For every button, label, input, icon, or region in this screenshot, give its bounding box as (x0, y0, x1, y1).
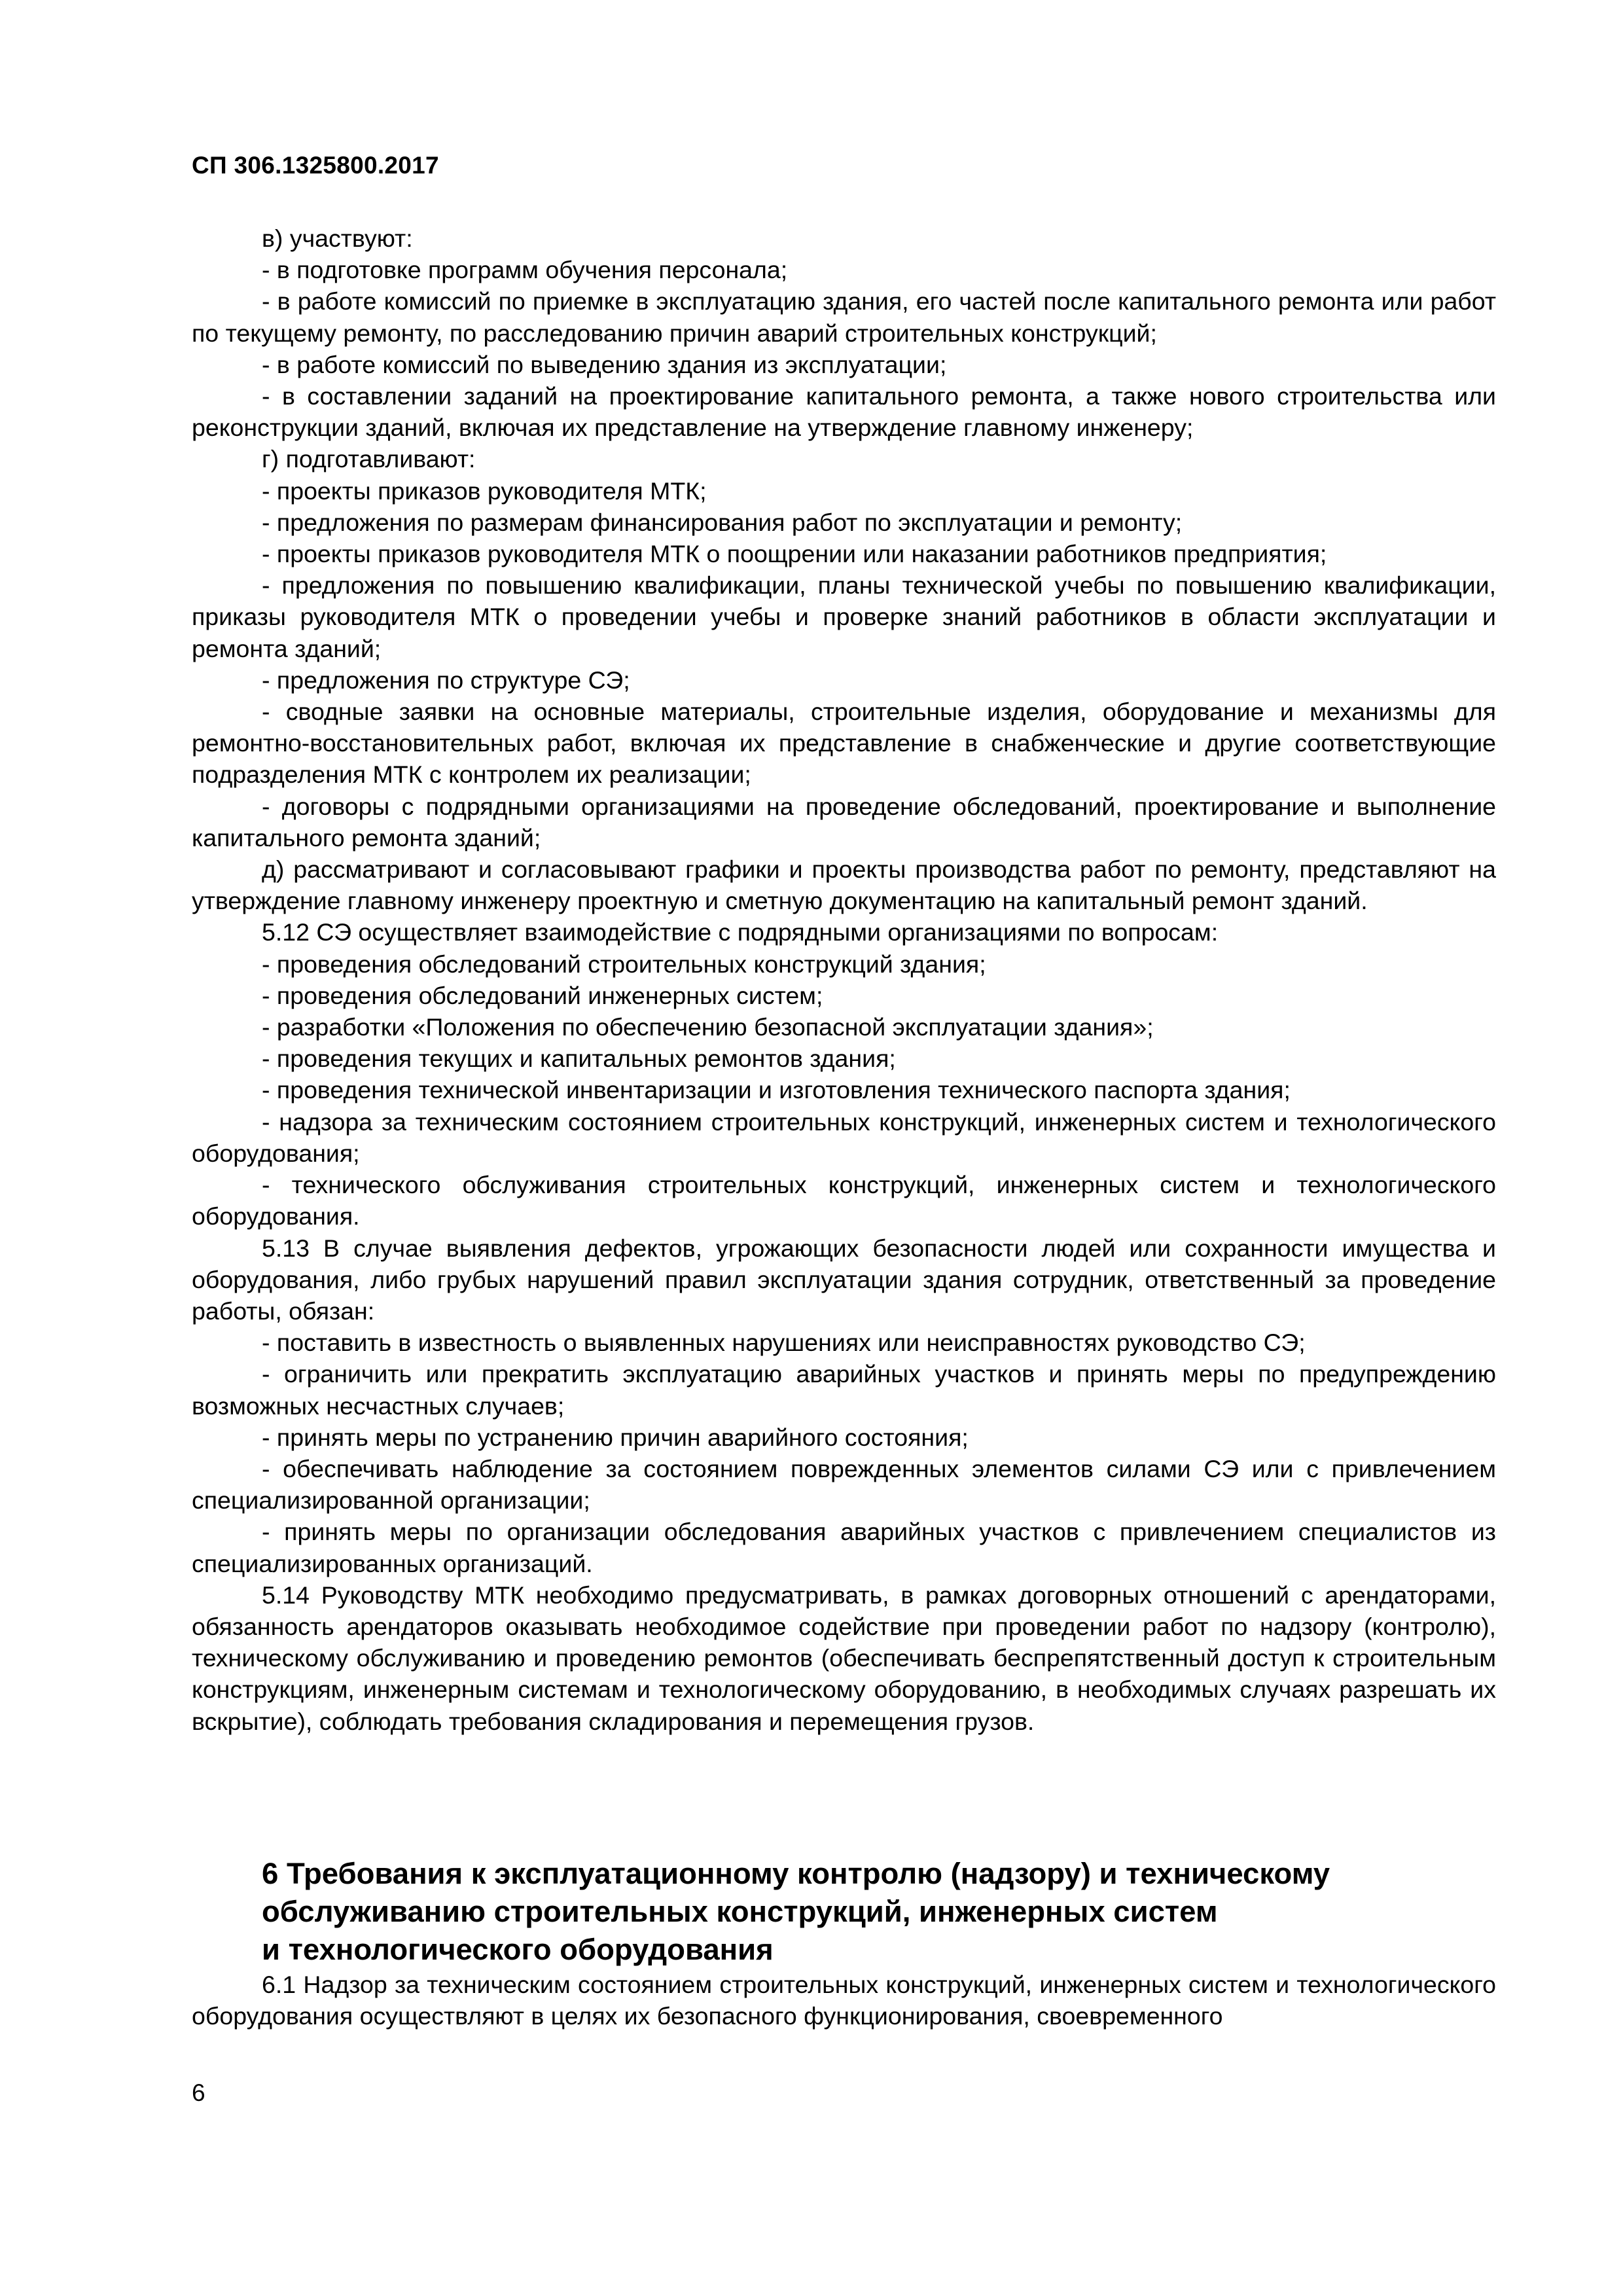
section-heading (262, 1855, 1499, 1969)
paragraph: - проведения обследований строительных конструкций здания; (262, 950, 986, 978)
paragraph: - предложения по структуре СЭ; (262, 666, 630, 694)
paragraph: - в работе комиссий по приемке в эксплуатацию здания, его частей после капитального ремонта или работ по текущему ремонту, по расследованию причин аварий строительных конструкций; (192, 287, 1496, 347)
paragraph: - проведения текущих и капитальных ремонтов здания; (262, 1045, 896, 1073)
paragraph: - принять меры по организации обследования аварийных участков с привлечением специалистов из специализированных организаций. (192, 1518, 1496, 1577)
paragraph: - обеспечивать наблюдение за состоянием поврежденных элементов силами СЭ или с привлечением специализированной организации; (192, 1454, 1496, 1515)
paragraph: - предложения по повышению квалификации, планы технической учебы по повышению квалификации, приказы руководителя МТК о проведении учебы и проверке знаний работников в области эксплуатации и ремонта зданий; (192, 571, 1496, 662)
paragraph: - ограничить или прекратить эксплуатацию аварийных участков и принять меры по предупреждению возможных несчастных случаев; (192, 1360, 1496, 1420)
paragraph: - в подготовке программ обучения персонала; (262, 256, 788, 284)
paragraph: д) рассматривают и согласовывают графики и проекты производства работ по ремонту, представляют на утверждение главному инженеру проектную и сметную документацию на капитальный ремонт зданий. (192, 855, 1496, 915)
paragraph: в) участвуют: (262, 224, 413, 252)
paragraph: 5.13 В случае выявления дефектов, угрожающих безопасности людей или сохранности имущества и оборудования, либо грубых нарушений правил эксплуатации здания сотрудник, ответственный за проведение работы, обязан: (192, 1234, 1496, 1325)
document-body (192, 223, 1496, 1737)
paragraph: 6.1 Надзор за техническим состоянием строительных конструкций, инженерных систем и технологического оборудования осуществляют в целях их безопасного функционирования, своевременного (192, 1971, 1496, 2030)
paragraph: - технического обслуживания строительных конструкций, инженерных систем и технологического оборудования. (192, 1171, 1496, 1230)
paragraph: - проекты приказов руководителя МТК; (262, 476, 707, 505)
paragraph: - поставить в известность о выявленных нарушениях или неисправностях руководство СЭ; (262, 1329, 1306, 1357)
paragraph: 5.12 СЭ осуществляет взаимодействие с подрядными организациями по вопросам: (262, 918, 1219, 946)
paragraph: - предложения по размерам финансирования работ по эксплуатации и ремонту; (262, 508, 1183, 536)
paragraph: - в составлении заданий на проектирование капитального ремонта, а также нового строительства или реконструкции зданий, включая их представление на утверждение главному инженеру; (192, 382, 1496, 442)
paragraph: - проведения обследований инженерных систем; (262, 981, 823, 1009)
section-heading-line: и технологического оборудования (262, 1933, 774, 1966)
section-heading-line: обслуживанию строительных конструкций, инженерных систем (262, 1895, 1218, 1928)
paragraph: - разработки «Положения по обеспечению безопасной эксплуатации здания»; (262, 1013, 1154, 1041)
paragraph: - в работе комиссий по выведению здания из эксплуатации; (262, 350, 947, 378)
paragraph: г) подготавливают: (262, 445, 476, 473)
paragraph: - сводные заявки на основные материалы, строительные изделия, оборудование и механизмы для ремонтно-восстановительных работ, включая их представление в снабженческие и другие соответствующие подразделения МТК с контролем их реализации; (192, 698, 1496, 789)
paragraph: 5.14 Руководству МТК необходимо предусматривать, в рамках договорных отношений с арендаторами, обязанность арендаторов оказывать необходимое содействие при проведении работ по надзору (контролю), техническому обслуживанию и проведению ремонтов (обеспечивать беспрепятственный доступ к строительным конструкциям, инженерным системам и технологическому оборудованию, в необходимых случаях разрешать их вскрытие), соблюдать требования складирования и перемещения грузов. (192, 1581, 1496, 1735)
paragraph: - надзора за техническим состоянием строительных конструкций, инженерных систем и технологического оборудования; (192, 1107, 1496, 1167)
section-heading-line: 6 Требования к эксплуатационному контролю (надзору) и техническому (262, 1857, 1330, 1890)
paragraph: - проекты приказов руководителя МТК о поощрении или наказании работников предприятия; (262, 540, 1327, 568)
paragraph: - договоры с подрядными организациями на проведение обследований, проектирование и выполнение капитального ремонта зданий; (192, 792, 1496, 852)
document-code: СП 306.1325800.2017 (192, 152, 439, 179)
paragraph: - принять меры по устранению причин аварийного состояния; (262, 1423, 969, 1451)
page-number: 6 (192, 2079, 205, 2106)
paragraph: - проведения технической инвентаризации и изготовления технического паспорта здания; (262, 1076, 1291, 1104)
section-body (192, 1969, 1496, 2032)
